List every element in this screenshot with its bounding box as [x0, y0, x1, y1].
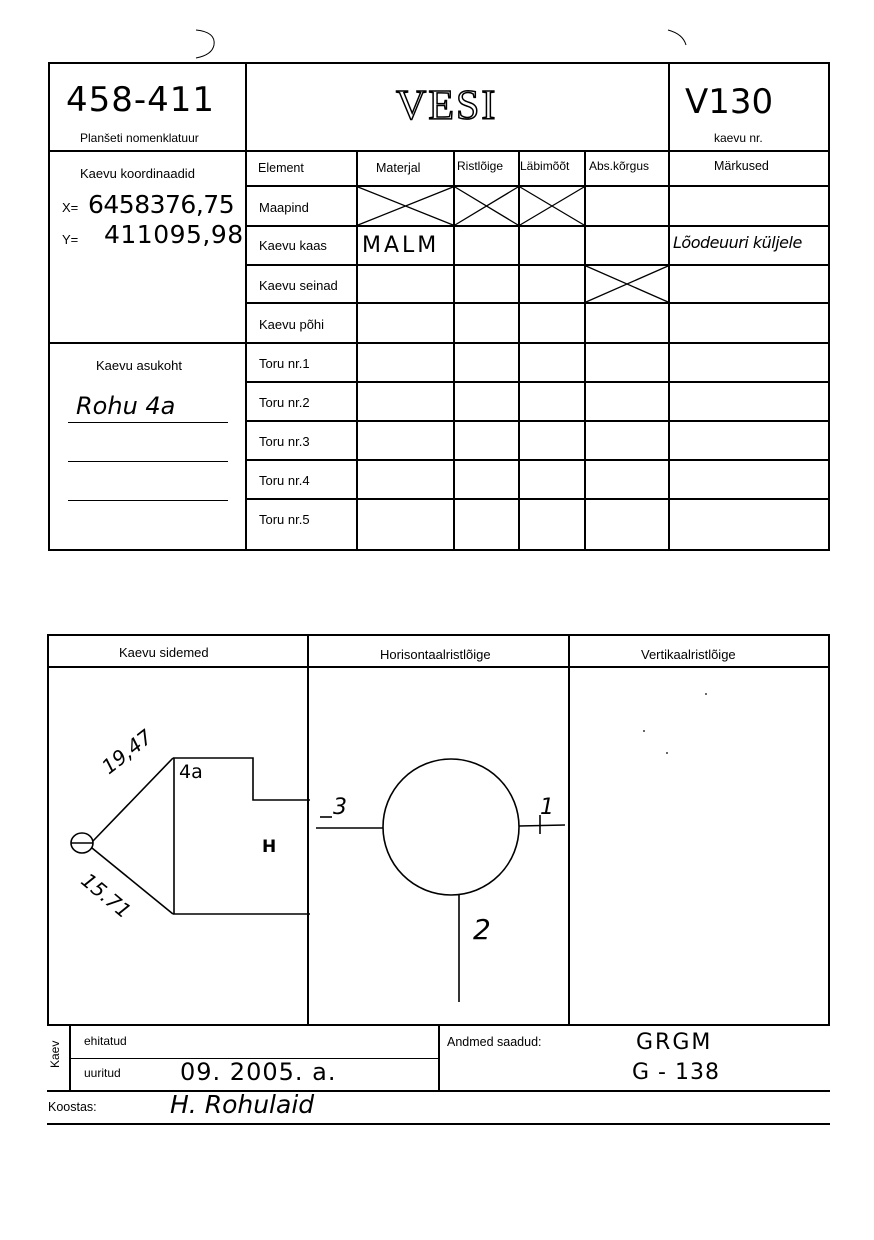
surveyed-label: uuritud — [84, 1066, 121, 1080]
y-coordinate-label: Y= — [62, 232, 79, 247]
table-row-element: Kaevu kaas — [259, 238, 327, 253]
distance-upper-label: 19,47 — [97, 724, 157, 779]
page-title: VESI — [396, 83, 498, 129]
well-side-label: Kaev — [48, 1040, 62, 1068]
data-received-label: Andmed saadud: — [447, 1035, 542, 1049]
well-number-value: V130 — [685, 82, 774, 122]
col-header-markused: Märkused — [714, 159, 769, 173]
table-row-element: Toru nr.2 — [259, 395, 310, 410]
table-row-element: Kaevu põhi — [259, 317, 325, 332]
col-label-horisontaalristloige: Horisontaalristlõige — [380, 647, 491, 662]
cover-remarks-value: Lõodeuuri küljele — [673, 233, 802, 252]
pipe-2-label: 2 — [473, 913, 491, 946]
compiled-value: H. Rohulaid — [170, 1090, 315, 1119]
col-header-materjal: Materjal — [376, 161, 421, 175]
cover-material-value: MALM — [362, 233, 440, 258]
pipe-3-label: 3 — [333, 795, 347, 820]
table-row-element: Toru nr.1 — [259, 356, 310, 371]
house-label: H — [262, 837, 277, 857]
x-coordinate-label: X= — [62, 200, 79, 215]
surveyed-value: 09. 2005. a. — [180, 1058, 337, 1086]
col-header-ristloige: Ristlõige — [457, 159, 504, 173]
data-received-value-2: G - 138 — [632, 1060, 720, 1085]
y-coordinate-value: 411095,98 — [104, 220, 244, 249]
col-header-abs-korgus: Abs.kõrgus — [589, 159, 650, 173]
compiled-label: Koostas: — [48, 1100, 97, 1114]
table-row-element: Toru nr.5 — [259, 512, 310, 527]
table-row-element: Toru nr.3 — [259, 434, 310, 449]
location-label: Kaevu asukoht — [96, 358, 183, 373]
location-value: Rohu 4a — [76, 392, 176, 420]
pipe-1-line — [519, 825, 565, 826]
x-coordinate-value: 6458376,75 — [88, 190, 235, 219]
col-header-labimoot: Läbimõõt — [520, 159, 570, 173]
col-label-vertikaalristloige: Vertikaalristlõige — [641, 647, 736, 662]
col-header-element: Element — [258, 161, 304, 175]
distance-lower-label: 15.71 — [76, 868, 136, 924]
coordinates-label: Kaevu koordinaadid — [80, 166, 195, 181]
nomenclature-value: 458-411 — [66, 80, 216, 120]
table-row-element: Toru nr.4 — [259, 473, 310, 488]
nomenclature-label: Planšeti nomenklatuur — [80, 131, 199, 145]
table-row-element: Maapind — [259, 200, 309, 215]
building-number-label: 4a — [179, 761, 203, 783]
built-label: ehitatud — [84, 1034, 127, 1048]
well-cross-section-circle — [383, 759, 519, 895]
table-row-element: Kaevu seinad — [259, 278, 338, 293]
col-label-kaevu-sidemed: Kaevu sidemed — [119, 645, 209, 660]
pipe-1-label: 1 — [540, 795, 554, 820]
data-received-value-1: GRGM — [636, 1030, 713, 1055]
well-number-label: kaevu nr. — [714, 131, 763, 145]
